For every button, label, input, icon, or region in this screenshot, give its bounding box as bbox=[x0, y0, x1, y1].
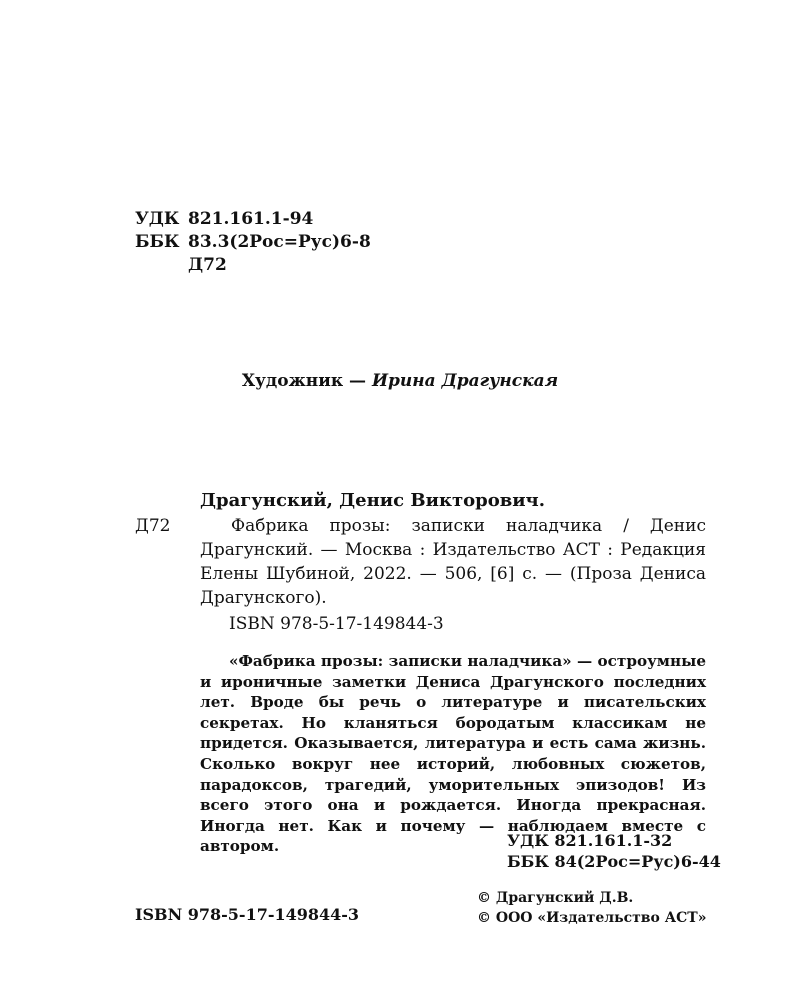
author-heading: Драгунский, Денис Викторович. bbox=[200, 490, 545, 511]
bbk-row bbox=[135, 231, 371, 254]
isbn-bottom: ISBN 978-5-17-149844-3 bbox=[135, 905, 360, 924]
bibliography-isbn: ISBN 978-5-17-149844-3 bbox=[229, 614, 444, 634]
copyright-publisher: © ООО «Издательство АСТ» bbox=[477, 910, 707, 926]
bibliography-entry: Фабрика прозы: записки наладчика / Денис Драгунский. — Москва : Издательство АСТ : Редакция Елены Шубиной, 2022. — 506, [6] с. — (Проза Дениса Драгунского). bbox=[200, 516, 706, 608]
udk-row bbox=[135, 208, 371, 231]
bbk-label: ББК bbox=[135, 232, 180, 252]
artist-name: Ирина Драгунская bbox=[371, 371, 559, 391]
udk-value: 821.161.1-94 bbox=[188, 209, 314, 229]
artist-label: Художник — bbox=[241, 371, 367, 391]
artist-credit bbox=[0, 369, 800, 393]
cutter-row bbox=[135, 254, 371, 277]
bottom-classification bbox=[507, 830, 721, 872]
bottom-bbk: ББК 84(2Рос=Рус)6-44 bbox=[507, 852, 721, 871]
cutter-code: Д72 bbox=[188, 255, 227, 275]
bibliography-cutter: Д72 bbox=[135, 516, 171, 536]
copyright-author: © Драгунский Д.В. bbox=[477, 890, 634, 906]
classification-block bbox=[135, 208, 371, 277]
bbk-value: 83.3(2Рос=Рус)6-8 bbox=[188, 232, 371, 252]
udk-label: УДК bbox=[135, 209, 180, 229]
copyright-block bbox=[477, 888, 706, 928]
annotation-text: «Фабрика прозы: записки наладчика» — остроумные и ироничные заметки Дениса Драгунского последних лет. Вроде бы речь о литературе и писательских секретах. Но кланяться бородатым классикам не придется. Оказывается, литература и есть сама жизнь. Сколько вокруг нее историй, любовных сюжетов, парадоксов, трагедий, уморительных эпизодов! Из всего этого она и рождается. Иногда прекрасная. Иногда нет. Как и почему — наблюдаем вместе с автором. bbox=[200, 652, 706, 856]
bottom-udk: УДК 821.161.1-32 bbox=[507, 831, 673, 850]
